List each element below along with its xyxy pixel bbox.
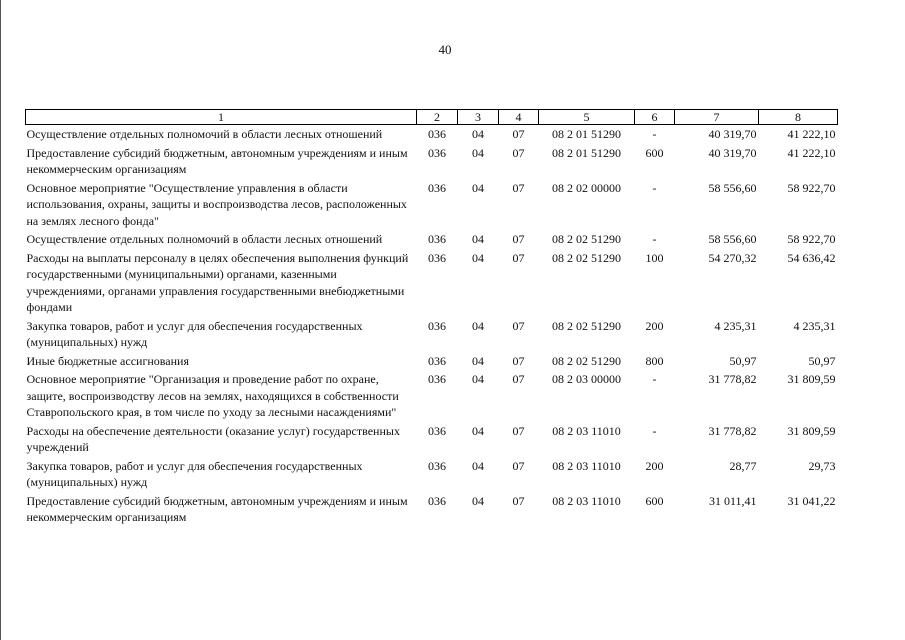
row-subsection-code: 07 [512, 180, 525, 195]
table-row [26, 317, 838, 352]
page-edge-line [0, 0, 1, 640]
row-section-code: 04 [472, 250, 484, 265]
row-ministry-code: 036 [428, 458, 446, 473]
row-ministry-code: 036 [428, 145, 446, 160]
row-amount-year1: 54 270,32 [708, 250, 757, 265]
row-amount-year1: 31 778,82 [708, 372, 757, 386]
row-section-code: 04 [472, 145, 484, 160]
row-target-code: 08 2 03 11010 [552, 423, 621, 438]
row-ministry-code: 036 [428, 250, 446, 265]
row-target-code: 08 2 02 51290 [552, 318, 621, 333]
header-row [26, 110, 838, 125]
row-target-code: 08 2 01 51290 [552, 145, 621, 160]
row-target-code: 08 2 02 51290 [552, 250, 621, 265]
col-header-1: 1 [26, 110, 417, 125]
row-subsection-code: 07 [512, 127, 525, 141]
col-header-5: 5 [539, 110, 635, 125]
table-row [26, 457, 838, 492]
row-amount-year2: 54 636,42 [787, 250, 836, 265]
row-amount-year2: 41 222,10 [787, 145, 836, 160]
row-target-code: 08 2 02 51290 [552, 232, 621, 246]
row-amount-year1: 28,77 [729, 458, 757, 473]
row-ministry-code: 036 [428, 372, 446, 386]
row-subsection-code: 07 [512, 250, 525, 265]
row-amount-year1: 31 778,82 [708, 423, 757, 438]
row-amount-year2: 31 041,22 [787, 493, 836, 508]
row-section-code: 04 [472, 353, 484, 368]
table-row [26, 179, 838, 231]
row-subsection-code: 07 [512, 493, 525, 508]
row-amount-year1: 31 011,41 [708, 493, 757, 508]
row-ministry-code: 036 [428, 232, 446, 246]
row-amount-year2: 29,73 [808, 458, 836, 473]
row-amount-year2: 31 809,59 [787, 372, 836, 386]
row-subsection-code: 07 [512, 232, 525, 246]
row-subsection-code: 07 [512, 145, 525, 160]
row-name: Осуществление отдельных полномочий в области лесных отношений [26, 127, 383, 141]
table-row [26, 352, 838, 371]
row-name: Расходы на обеспечение деятельности (оказание услуг) государственных учреждений [26, 423, 400, 454]
row-amount-year2: 58 922,70 [787, 180, 836, 195]
table-row [26, 249, 838, 317]
row-section-code: 04 [472, 318, 484, 333]
row-name: Закупка товаров, работ и услуг для обеспечения государственных (муниципальных) нужд [26, 458, 363, 489]
row-expense-type: 800 [645, 353, 664, 368]
table-row [26, 370, 838, 422]
row-section-code: 04 [472, 232, 484, 246]
row-section-code: 04 [472, 127, 484, 141]
row-name: Осуществление отдельных полномочий в области лесных отношений [26, 232, 383, 246]
row-name: Основное мероприятие "Организация и проведение работ по охране, защите, воспроизводству лесов на землях, находящихся в собственности Ставропольского края, в том числе по уходу за лесными насаждениями" [26, 372, 399, 419]
row-expense-type: - [652, 372, 657, 386]
col-header-2: 2 [417, 110, 458, 125]
col-header-7: 7 [675, 110, 759, 125]
row-section-code: 04 [472, 372, 484, 386]
table-row [26, 125, 838, 144]
row-expense-type: - [652, 127, 657, 141]
row-ministry-code: 036 [428, 318, 446, 333]
row-target-code: 08 2 03 11010 [552, 458, 621, 473]
row-amount-year1: 58 556,60 [708, 180, 757, 195]
table-row [26, 230, 838, 249]
row-expense-type: - [652, 232, 657, 246]
row-amount-year1: 40 319,70 [708, 145, 757, 160]
page-number: 40 [438, 42, 452, 57]
row-expense-type: 600 [645, 493, 664, 508]
row-amount-year2: 41 222,10 [787, 127, 836, 141]
row-amount-year1: 40 319,70 [708, 127, 757, 141]
row-name: Расходы на выплаты персоналу в целях обеспечения выполнения функций государственными (муниципальными) органами, казенными учреждениями, органами управления государственными внебюджетными фондами [26, 250, 409, 314]
row-subsection-code: 07 [512, 458, 525, 473]
row-name: Закупка товаров, работ и услуг для обеспечения государственных (муниципальных) нужд [26, 318, 363, 349]
row-amount-year1: 4 235,31 [714, 318, 757, 333]
row-ministry-code: 036 [428, 180, 446, 195]
row-target-code: 08 2 02 00000 [552, 180, 621, 195]
row-target-code: 08 2 01 51290 [552, 127, 621, 141]
budget-table [25, 109, 838, 527]
row-expense-type: - [652, 180, 657, 195]
row-name: Основное мероприятие "Осуществление управления в области использования, охраны, защиты и воспроизводства лесов, расположенных на землях лесного фонда" [26, 180, 407, 228]
row-amount-year2: 58 922,70 [787, 232, 836, 246]
row-expense-type: 600 [645, 145, 664, 160]
row-name: Иные бюджетные ассигнования [26, 353, 189, 368]
row-section-code: 04 [472, 493, 484, 508]
row-amount-year2: 4 235,31 [793, 318, 836, 333]
row-subsection-code: 07 [512, 372, 525, 386]
row-subsection-code: 07 [512, 318, 525, 333]
row-expense-type: 100 [645, 250, 664, 265]
col-header-4: 4 [499, 110, 539, 125]
row-ministry-code: 036 [428, 423, 446, 438]
row-target-code: 08 2 03 11010 [552, 493, 621, 508]
row-expense-type: 200 [645, 458, 664, 473]
row-section-code: 04 [472, 458, 484, 473]
row-expense-type: - [652, 423, 657, 438]
row-name: Предоставление субсидий бюджетным, автономным учреждениям и иным некоммерческим организациям [26, 145, 408, 176]
row-name: Предоставление субсидий бюджетным, автономным учреждениям и иным некоммерческим организациям [26, 493, 408, 524]
col-header-8: 8 [759, 110, 838, 125]
row-ministry-code: 036 [428, 353, 446, 368]
row-subsection-code: 07 [512, 353, 525, 368]
col-header-6: 6 [635, 110, 675, 125]
table-row [26, 422, 838, 457]
row-amount-year1: 58 556,60 [708, 232, 757, 246]
table-row [26, 144, 838, 179]
row-amount-year2: 31 809,59 [787, 423, 836, 438]
row-subsection-code: 07 [512, 423, 525, 438]
col-header-3: 3 [458, 110, 499, 125]
row-ministry-code: 036 [428, 493, 446, 508]
row-target-code: 08 2 03 00000 [552, 372, 621, 386]
row-section-code: 04 [472, 423, 484, 438]
row-amount-year1: 50,97 [729, 353, 757, 368]
row-expense-type: 200 [645, 318, 664, 333]
row-ministry-code: 036 [428, 127, 446, 141]
table-row [26, 492, 838, 527]
row-amount-year2: 50,97 [808, 353, 836, 368]
row-section-code: 04 [472, 180, 484, 195]
row-target-code: 08 2 02 51290 [552, 353, 621, 368]
